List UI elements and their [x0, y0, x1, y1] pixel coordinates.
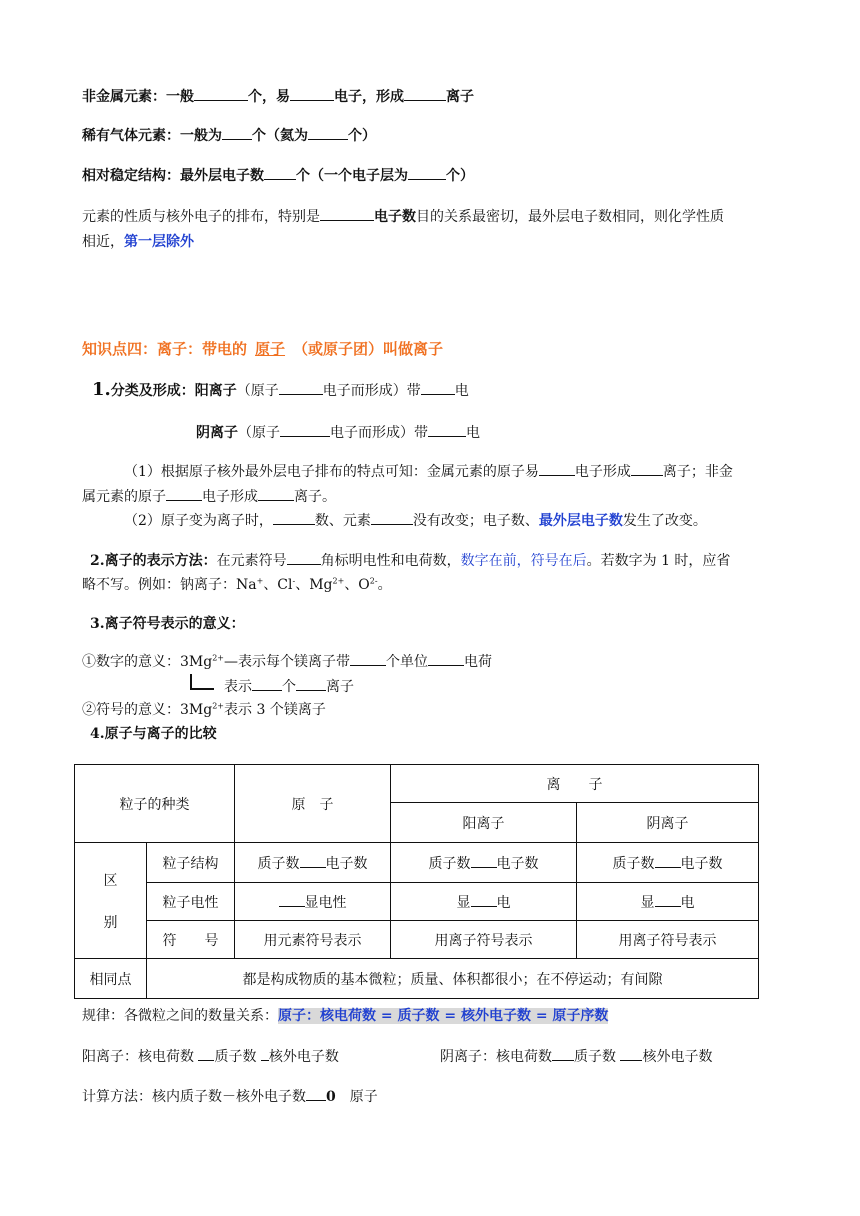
section-heading: 知识点四：离子：带电的 原子 （或原子团）叫做离子 — [82, 340, 444, 358]
cation-symbol: 用离子符号表示 — [391, 921, 577, 959]
comparison-heading: 4.原子与离子的比较 — [90, 726, 217, 742]
anion-charge: 显 电 — [577, 883, 759, 921]
atom-structure: 质子数 电子数 — [235, 843, 391, 883]
meaning-number-2: 表示 个 离子 — [224, 676, 354, 697]
nonmetal-line: 非金属元素：一般 个，易 电子，形成 离子 — [82, 86, 474, 107]
property-paragraph: 元素的性质与核外电子的排布，特别是 电子数目的关系最密切，最外层电子数相同，则化学性质 — [82, 206, 724, 227]
same-text: 都是构成物质的基本微粒；质量、体积都很小；在不停运动；有间隙 — [147, 959, 759, 999]
representation-line: 2.离子的表示方法：在元素符号 角标明电性和电荷数，数字在前，符号在后。若数字为 1 时，应省 — [90, 550, 730, 571]
row-structure-label: 粒子结构 — [147, 843, 235, 883]
bracket-connector — [190, 674, 214, 690]
formation-p2: （2）原子变为离子时， 数、元素 没有改变；电子数、最外层电子数发生了改变。 — [124, 510, 707, 531]
header-ion: 离 子 — [391, 765, 759, 803]
formation-p1-cont: 属元素的原子 电子形成 离子。 — [82, 486, 336, 507]
comparison-table — [74, 764, 759, 999]
cation-charge: 显 电 — [391, 883, 577, 921]
anion-structure: 质子数 电子数 — [577, 843, 759, 883]
meaning-symbol: ②符号的意义：$3Mg^{2+}$表示 3 个镁离子 — [82, 701, 326, 718]
stable-structure-line: 相对稳定结构：最外层电子数 个（一个电子层为 个） — [82, 165, 474, 186]
classification-line: 1.分类及形成：阳离子（原子 电子而形成）带 电 — [92, 379, 469, 400]
cation-structure: 质子数 电子数 — [391, 843, 577, 883]
header-anion: 阴离子 — [577, 803, 759, 843]
meaning-number: ①数字的意义：$3Mg^{2+}—$表示每个镁离子带 个单位 电荷 — [82, 651, 492, 672]
row-charge-label: 粒子电性 — [147, 883, 235, 921]
noble-gas-line: 稀有气体元素：一般为 个（氦为 个） — [82, 125, 376, 146]
row-symbol-label: 符 号 — [147, 921, 235, 959]
ion-relation-line: 阳离子：核电荷数 质子数 核外电子数 — [82, 1046, 339, 1067]
header-kind: 粒子的种类 — [75, 765, 235, 843]
header-atom: 原 子 — [235, 765, 391, 843]
header-cation: 阳离子 — [391, 803, 577, 843]
calc-line: 计算方法：核内质子数－核外电子数 0 原子 — [82, 1086, 378, 1107]
representation-line-cont: 略不写。例如：钠离子：Na+、Cl-、$Mg^{2+}$、$O^{2-}$。 — [82, 576, 392, 593]
same-label: 相同点 — [75, 959, 147, 999]
rule-line: 规律：各微粒之间的数量关系：原子：核电荷数 = 质子数 = 核外电子数 = 原子序数 — [82, 1008, 609, 1024]
anion-symbol: 用离子符号表示 — [577, 921, 759, 959]
property-paragraph-cont: 相近，第一层除外 — [82, 234, 194, 250]
anion-line: 阴离子（原子 电子而形成）带 电 — [196, 422, 480, 443]
anion-relation-line: 阴离子：核电荷数 质子数 核外电子数 — [440, 1046, 712, 1067]
atom-symbol: 用元素符号表示 — [235, 921, 391, 959]
diff-label: 区 别 — [75, 843, 147, 959]
meaning-heading: 3.离子符号表示的意义： — [90, 616, 245, 632]
formation-p1: （1）根据原子核外最外层电子排布的特点可知：金属元素的原子易 电子形成 离子；非金 — [124, 461, 733, 482]
atom-charge: 显电性 — [235, 883, 391, 921]
